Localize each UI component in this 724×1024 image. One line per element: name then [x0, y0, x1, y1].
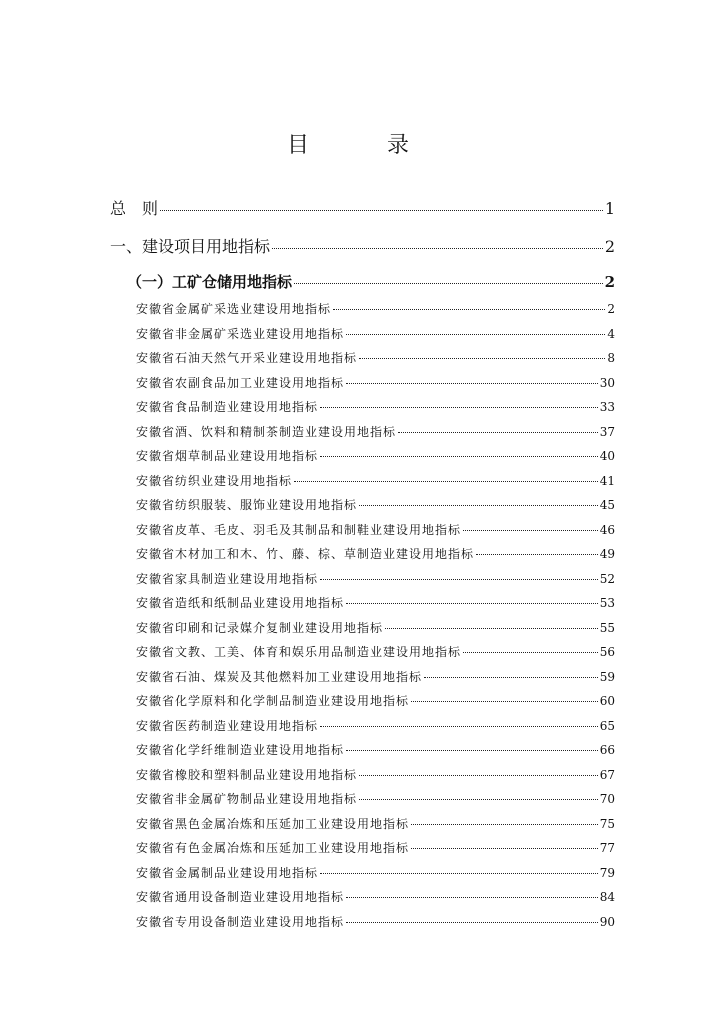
toc-page-number: 45	[599, 498, 615, 512]
toc-entry[interactable]	[136, 766, 615, 783]
toc-entry[interactable]	[136, 594, 615, 611]
toc-entry-label: 安徽省纺织服装、服饰业建设用地指标	[136, 498, 358, 512]
leader-dots	[359, 775, 598, 776]
toc-entry-label: 安徽省印刷和记录媒介复制业建设用地指标	[136, 620, 384, 635]
page-title: 目 录	[286, 133, 437, 158]
toc-page-number: 2	[607, 302, 615, 316]
leader-dots	[411, 848, 598, 849]
toc-entry[interactable]	[136, 570, 615, 587]
toc-page-number: 37	[599, 424, 615, 439]
toc-entry-label: 安徽省烟草制品业建设用地指标	[136, 449, 319, 463]
toc-entry[interactable]	[136, 643, 615, 660]
toc-page-number: 56	[599, 645, 615, 659]
toc-entry[interactable]	[136, 790, 615, 807]
toc-page-number: 46	[599, 522, 615, 537]
toc-page-number: 52	[599, 571, 615, 586]
toc-page-number: 2	[604, 273, 615, 291]
toc-entry-label: 安徽省石油、煤炭及其他燃料加工业建设用地指标	[136, 669, 423, 684]
toc-entry[interactable]	[136, 545, 615, 562]
toc-entry-label: 安徽省酒、饮料和精制茶制造业建设用地指标	[136, 424, 397, 439]
leader-dots	[333, 309, 605, 310]
toc-entry[interactable]	[136, 349, 615, 366]
toc-entry-label: 安徽省造纸和纸制品业建设用地指标	[136, 596, 345, 610]
leader-dots	[359, 505, 598, 506]
toc-entry-label: 安徽省有色金属冶炼和压延加工业建设用地指标	[136, 841, 410, 855]
toc-entry[interactable]	[136, 619, 615, 636]
leader-dots	[346, 750, 598, 751]
toc-page-number: 49	[599, 547, 615, 561]
toc-entry-label: 安徽省通用设备制造业建设用地指标	[136, 890, 345, 904]
toc-page-number: 40	[599, 449, 615, 463]
toc-entry[interactable]	[136, 300, 615, 317]
toc-page-number: 65	[599, 718, 615, 733]
leader-dots	[346, 922, 598, 923]
leader-dots	[320, 456, 598, 457]
toc-entry[interactable]	[136, 472, 615, 489]
leader-dots	[463, 652, 598, 653]
leader-dots	[346, 334, 605, 335]
toc-page-number: 59	[599, 669, 615, 684]
toc-entry-label: 安徽省非金属矿采选业建设用地指标	[136, 326, 345, 341]
leader-dots	[320, 407, 598, 408]
toc-entry-label: 总 则	[110, 199, 159, 218]
leader-dots	[294, 283, 603, 284]
toc-entry[interactable]	[136, 741, 615, 758]
toc-page-number: 67	[599, 767, 615, 782]
toc-entry-label: 安徽省农副食品加工业建设用地指标	[136, 375, 345, 390]
toc-entry-label: 安徽省橡胶和塑料制品业建设用地指标	[136, 767, 358, 782]
toc-page-number: 84	[599, 890, 615, 904]
leader-dots	[463, 530, 598, 531]
toc-entry[interactable]	[136, 423, 615, 440]
toc-entry[interactable]	[136, 815, 615, 832]
toc-entry[interactable]	[136, 668, 615, 685]
toc-page-number: 8	[607, 351, 615, 365]
toc-page-number: 79	[599, 865, 615, 880]
toc-page-number: 75	[599, 816, 615, 831]
toc-entry-label: 安徽省专用设备制造业建设用地指标	[136, 914, 345, 929]
toc-page-number: 90	[599, 914, 615, 929]
toc-entry-label: 一、建设项目用地指标	[110, 237, 271, 256]
toc-page-number: 53	[599, 596, 615, 610]
leader-dots	[476, 554, 598, 555]
toc-entry[interactable]	[136, 521, 615, 538]
toc-entry-label: 安徽省木材加工和木、竹、藤、棕、草制造业建设用地指标	[136, 547, 475, 561]
toc-page-number: 66	[599, 743, 615, 757]
leader-dots	[160, 210, 603, 211]
toc-entry[interactable]	[136, 888, 615, 905]
leader-dots	[346, 383, 598, 384]
toc-entry-section-1[interactable]	[110, 234, 615, 257]
toc-entry[interactable]	[136, 913, 615, 930]
toc-entry-label: （一）工矿仓储用地指标	[127, 273, 293, 291]
toc-page-number: 33	[599, 400, 615, 414]
toc-page-number: 4	[607, 326, 615, 341]
toc-entry[interactable]	[136, 374, 615, 391]
leader-dots	[294, 481, 598, 482]
toc-entry-label: 安徽省金属矿采选业建设用地指标	[136, 302, 332, 316]
leader-dots	[272, 248, 603, 249]
toc-entry-label: 安徽省家具制造业建设用地指标	[136, 571, 319, 586]
toc-entry[interactable]	[136, 398, 615, 415]
toc-entry[interactable]	[136, 692, 615, 709]
toc-page-number: 60	[599, 694, 615, 708]
toc-entry-label: 安徽省黑色金属冶炼和压延加工业建设用地指标	[136, 816, 410, 831]
leader-dots	[346, 603, 598, 604]
toc-entry-label: 安徽省食品制造业建设用地指标	[136, 400, 319, 414]
toc-entry[interactable]	[136, 447, 615, 464]
toc-entry-general[interactable]	[110, 196, 615, 219]
leader-dots	[359, 358, 605, 359]
toc-page-number: 1	[604, 199, 615, 218]
toc-entry[interactable]	[136, 864, 615, 881]
toc-entry[interactable]	[136, 839, 615, 856]
leader-dots	[424, 677, 598, 678]
toc-page-number: 55	[599, 620, 615, 635]
toc-entry-label: 安徽省非金属矿物制品业建设用地指标	[136, 792, 358, 806]
leader-dots	[320, 579, 598, 580]
toc-entry-label: 安徽省化学原料和化学制品制造业建设用地指标	[136, 694, 410, 708]
leader-dots	[320, 726, 598, 727]
toc-entry-subsection-1[interactable]	[127, 271, 615, 292]
toc-entry[interactable]	[136, 496, 615, 513]
leader-dots	[320, 873, 598, 874]
toc-page-number: 41	[599, 473, 615, 488]
leader-dots	[411, 701, 598, 702]
toc-entry-label: 安徽省纺织业建设用地指标	[136, 473, 293, 488]
toc-page-number: 2	[604, 237, 615, 256]
toc-entry[interactable]	[136, 717, 615, 734]
leader-dots	[398, 432, 598, 433]
leader-dots	[385, 628, 598, 629]
toc-page-number: 70	[599, 792, 615, 806]
toc-entry[interactable]	[136, 325, 615, 342]
toc-page-number: 77	[599, 841, 615, 855]
leader-dots	[411, 824, 598, 825]
leader-dots	[346, 897, 598, 898]
leader-dots	[359, 799, 598, 800]
toc-entry-label: 安徽省石油天然气开采业建设用地指标	[136, 351, 358, 365]
toc-entry-label: 安徽省化学纤维制造业建设用地指标	[136, 743, 345, 757]
toc-entry-label: 安徽省医药制造业建设用地指标	[136, 718, 319, 733]
toc-entry-label: 安徽省皮革、毛皮、羽毛及其制品和制鞋业建设用地指标	[136, 522, 462, 537]
toc-page-number: 30	[599, 375, 615, 390]
toc-entry-label: 安徽省文教、工美、体育和娱乐用品制造业建设用地指标	[136, 645, 462, 659]
toc-entry-label: 安徽省金属制品业建设用地指标	[136, 865, 319, 880]
